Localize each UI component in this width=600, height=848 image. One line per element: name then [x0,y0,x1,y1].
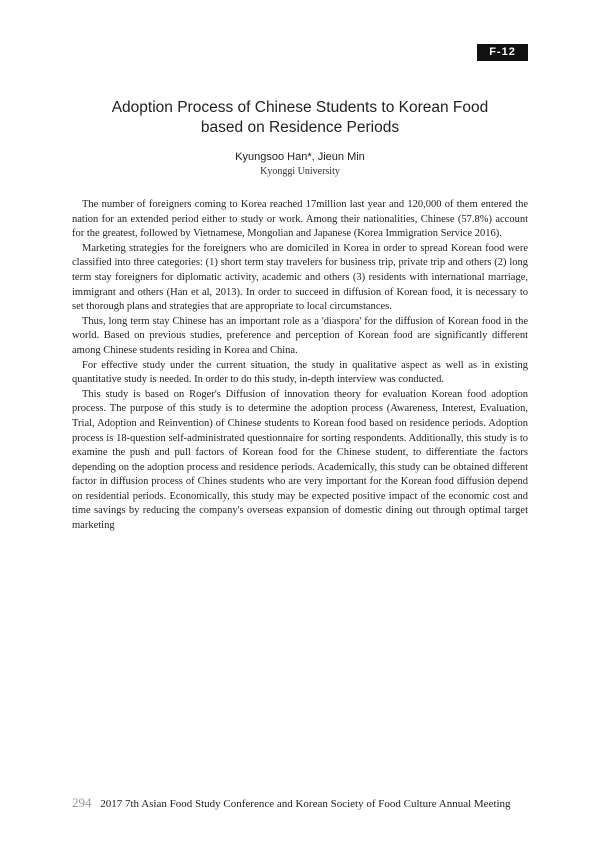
abstract-body [72,198,528,534]
paragraph: Marketing strategies for the foreigners who are domiciled in Korea in order to spread Korean food were classified into three categories: (1) short term stay travelers for business trip, private trip and others (2) long term stay foreigners for diplomatic activity, academic and others (3) residents with international marriage, immigrant and others (Han et al, 2013). In order to succeed in diffusion of Korean food, it is necessary to set thorough plans and strategies that are appropriate to local circumstances. [72,242,528,313]
affiliation: Kyonggi University [260,166,340,177]
page-footer [72,795,528,811]
section-badge: F-12 [477,44,528,61]
page-number: 294 [72,795,92,810]
title-line-2: based on Residence Periods [200,119,400,136]
paragraph: The number of foreigners coming to Korea reached 17million last year and 120,000 of them entered the nation for an extended period either to study or work. Among their nationalities, Chinese (57.8%) account for the greatest, followed by Vietnamese, Mongolian and Japanese (Korea Immigration Service 2016). [72,199,528,240]
paragraph: This study is based on Roger's Diffusion of innovation theory for evaluation Korean food adoption process. The purpose of this study is to determine the adoption process (Awareness, Interest, Evaluation, Trial, Adoption and Reinvention) of Chinese students to Korean food based on residence periods. Adoption process is 18-question self-administrated questionnaire for sorting respondents. Additionally, this study is to examine the push and pull factors of Korean food for the Chinese student, to differentiate the factors depending on the adoption process and residence periods. Academically, this study can be obtained different factor in diffusion process of Chines students who are very important for the Korean food diffusion depend on residential periods. Economically, this study may be expected positive impact of the economic cost and time savings by reducing the company's overseas expansion of domestic dining out through optimal target marketing [72,388,528,532]
paragraph: For effective study under the current situation, the study in qualitative aspect as well as in existing quantitative study is needed. In order to do this study, in-depth interview was conducted. [72,359,528,386]
title-line-1: Adoption Process of Chinese Students to Korean Food [111,99,489,116]
paper-title [60,98,540,138]
conference-name: 2017 7th Asian Food Study Conference and Korean Society of Food Culture Annual Meeting [100,798,511,810]
paragraph: Thus, long term stay Chinese has an important role as a 'diaspora' for the diffusion of Korean food in the world. Based on previous studies, preference and perception of Korean food are significantly different among Chinese students residing in Korea and China. [72,315,528,356]
author-list: Kyungsoo Han*, Jieun Min [235,151,365,163]
